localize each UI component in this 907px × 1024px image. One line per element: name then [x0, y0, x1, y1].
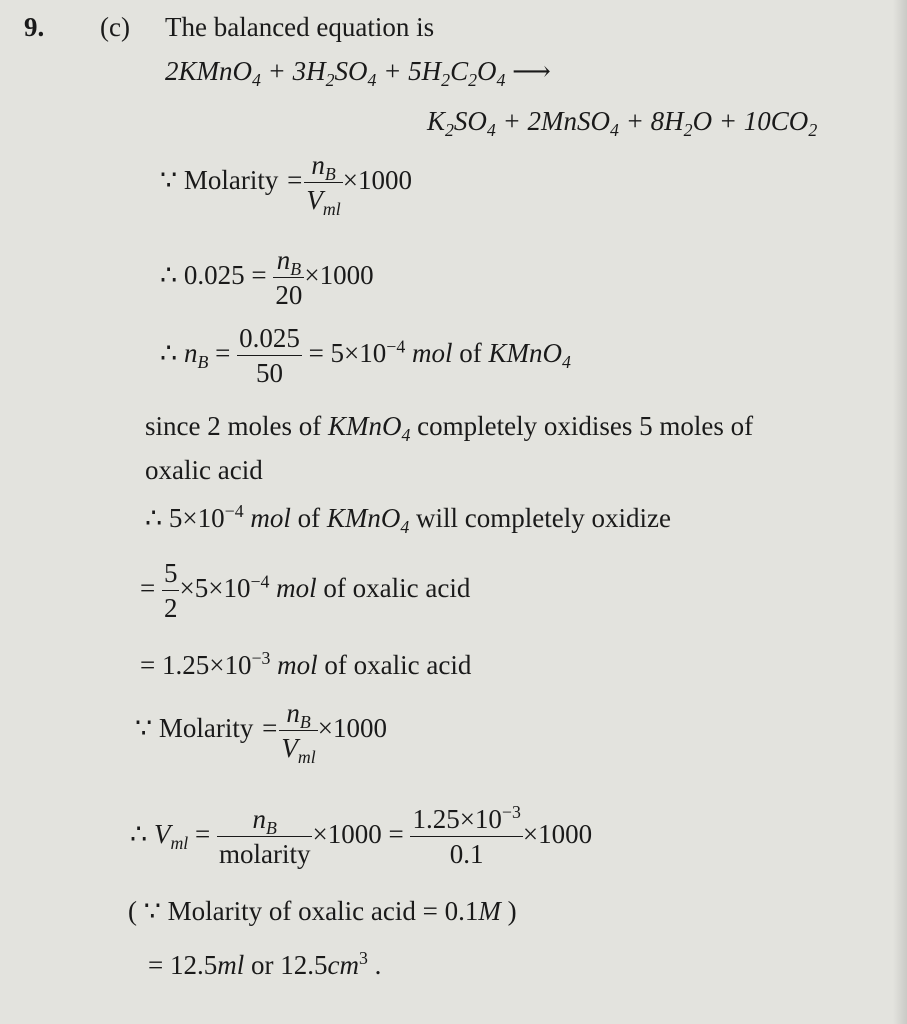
- molarity-formula: ∵ Molarity = $\frac{n_B}{V_{ml}}$ ×1000: [160, 150, 412, 220]
- stoichiometry-sentence: since 2 moles of KMnO$_4$ completely oxidises 5 moles of: [145, 411, 754, 446]
- oxalic-calc: = $\frac{5}{2}$ $\times 5\times 10^{-4}$ mol of oxalic acid: [140, 558, 471, 623]
- question-number: 9.: [24, 12, 45, 42]
- molarity-note: ( ∵ Molarity of oxalic acid = 0.1M ): [128, 896, 517, 926]
- moles-kmno4: ∴ $n_B$ = $\frac{0.025}{50}$ = $5\times 10^{-4}$ mol of KMnO$_4$: [160, 323, 571, 388]
- molarity-formula-2: ∵ Molarity = $\frac{n_B}{V_{ml}}$ ×1000: [135, 698, 387, 768]
- final-answer: = 12.5ml or $12.5cm^3$ .: [148, 948, 382, 980]
- stoichiometry-sentence-end: oxalic acid: [145, 455, 263, 485]
- oxalic-result: = $1.25\times 10^{-3}$ mol of oxalic acid: [140, 648, 472, 680]
- equation-products: $K_2SO_4$ + 2MnSO$_4$ + $8H_2O + 10CO_2$: [427, 106, 818, 141]
- volume-calc: ∴ $V_{ml}$ = $\frac{n_B}{\text{molarity}}$ ×1000 = $\frac{1.25\times 10^{-3}}{0.1}$ ×1000: [130, 802, 593, 869]
- equation-reactants: 2KMnO$_4$ + $3H_2SO_4 + 5H_2C_2O_4$ ⟶: [165, 56, 551, 91]
- option-label: (c): [100, 12, 130, 42]
- oxidize-statement: ∴ $5\times 10^{-4}$ mol of KMnO$_4$ will completely oxidize: [145, 501, 671, 538]
- heading-text: The balanced equation is: [165, 12, 435, 42]
- molarity-substitution: ∴ 0.025 = $\frac{n_B}{20}$ ×1000: [160, 245, 374, 310]
- page-edge-shadow: [893, 0, 907, 1024]
